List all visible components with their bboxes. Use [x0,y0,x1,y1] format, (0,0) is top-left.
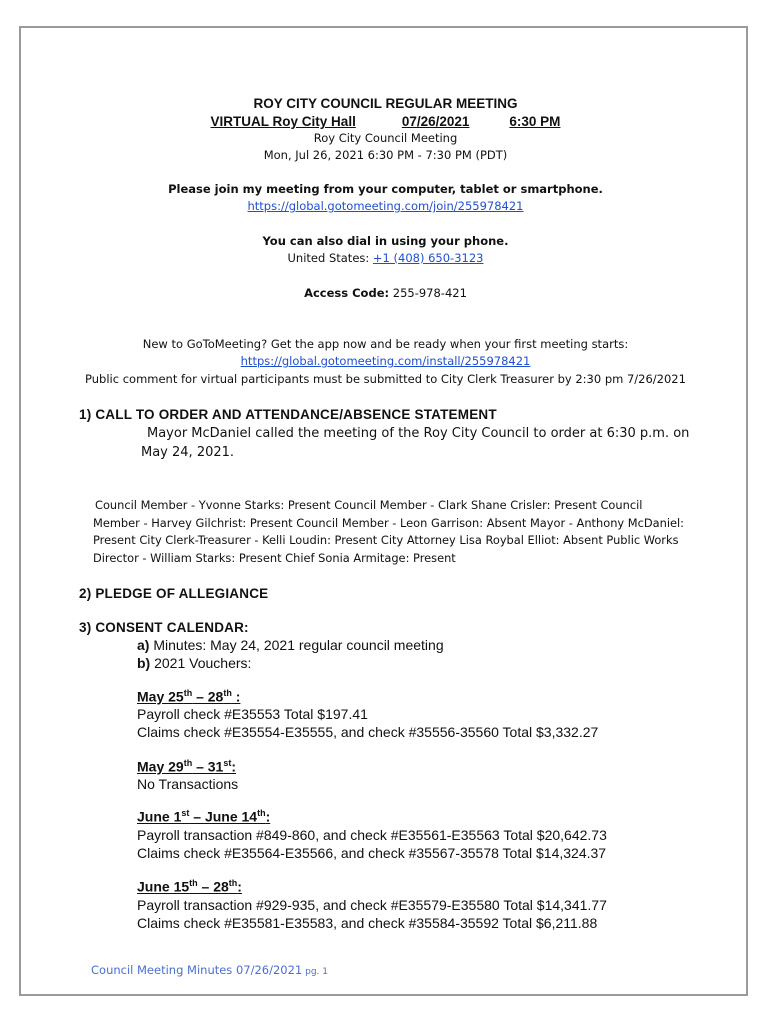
meeting-time-range: Mon, Jul 26, 2021 6:30 PM - 7:30 PM (PDT) [263,148,508,162]
voucher-period-heading: May 29th – 31st: [137,758,237,775]
attendance-line-4: Director - William Starks: Present Chief Sonia Armitage: Present [93,551,456,565]
meeting-name: Roy City Council Meeting [313,131,458,145]
dial-number-link[interactable]: +1 (408) 650-3123 [372,251,484,265]
attendance-line-1: Council Member - Yvonne Starks: Present Council Member - Clark Shane Crisler: Present Council [95,498,643,512]
dial-row [21,251,750,265]
dial-label: United States: [287,251,373,265]
dial-prompt: You can also dial in using your phone. [262,234,509,248]
join-meeting-link[interactable]: https://global.gotomeeting.com/join/255978421 [247,199,524,213]
voucher-period-heading: June 15th – 28th: [137,878,242,895]
section-1-heading: 1) CALL TO ORDER AND ATTENDANCE/ABSENCE STATEMENT [79,407,497,422]
consent-item-b-text: 2021 Vouchers: [150,655,252,671]
consent-item-b-label: b) [137,655,151,671]
page-footer [91,963,328,977]
venue-label: VIRTUAL Roy City Hall [210,114,356,129]
consent-item-a-text: Minutes: May 24, 2021 regular council meeting [149,637,444,653]
voucher-line: Claims check #E35581-E35583, and check #35584-35592 Total $6,211.88 [137,915,598,931]
voucher-line: Claims check #E35564-E35566, and check #35567-35578 Total $14,324.37 [137,845,607,861]
mayor-call-line-1: Mayor McDaniel called the meeting of the Roy City Council to order at 6:30 p.m. on [147,426,690,441]
attendance-line-2: Member - Harvey Gilchrist: Present Council Member - Leon Garrison: Absent Mayor - Anthony McDaniel: [93,516,685,530]
footer-title: Council Meeting Minutes 07/26/2021 [91,963,303,977]
consent-item-a [137,637,444,653]
consent-item-b [137,655,251,671]
voucher-line: Payroll transaction #849-860, and check #E35561-E35563 Total $20,642.73 [137,827,607,843]
footer-page-number: pg. 1 [302,967,328,977]
voucher-line: Claims check #E35554-E35555, and check #35556-35560 Total $3,332.27 [137,724,599,740]
document-page [19,26,748,996]
meeting-start-time: 6:30 PM [509,114,561,129]
voucher-period-heading: June 1st – June 14th: [137,808,271,825]
install-app-link[interactable]: https://global.gotomeeting.com/install/255978421 [240,354,531,368]
public-comment-notice: Public comment for virtual participants must be submitted to City Clerk Treasurer by 2:30 pm 7/26/2021 [85,372,686,386]
meeting-date: 07/26/2021 [401,114,470,129]
meeting-subtitle [21,114,750,129]
consent-item-a-label: a) [137,637,150,653]
voucher-line: Payroll transaction #929-935, and check #E35579-E35580 Total $14,341.77 [137,897,607,913]
new-to-gotomeeting-text: New to GoToMeeting? Get the app now and be ready when your first meeting starts: [142,337,629,351]
voucher-line: No Transactions [137,776,239,792]
meeting-title: ROY CITY COUNCIL REGULAR MEETING [253,96,518,111]
mayor-call-line-2: May 24, 2021. [141,445,235,460]
join-prompt: Please join my meeting from your computer, tablet or smartphone. [168,182,603,196]
access-code-row [21,286,750,300]
attendance-line-3: Present City Clerk-Treasurer - Kelli Loudin: Present City Attorney Lisa Roybal Elliot: Absent Public Works [93,533,679,547]
access-code-value: 255-978-421 [389,286,467,300]
voucher-period-heading: May 25th – 28th : [137,688,241,705]
join-link-row [21,199,750,213]
access-code-label: Access Code: [304,286,390,300]
voucher-line: Payroll check #E35553 Total $197.41 [137,706,368,722]
install-link-row [21,354,750,368]
section-2-heading: 2) PLEDGE OF ALLEGIANCE [79,586,269,601]
section-3-heading: 3) CONSENT CALENDAR: [79,620,249,635]
